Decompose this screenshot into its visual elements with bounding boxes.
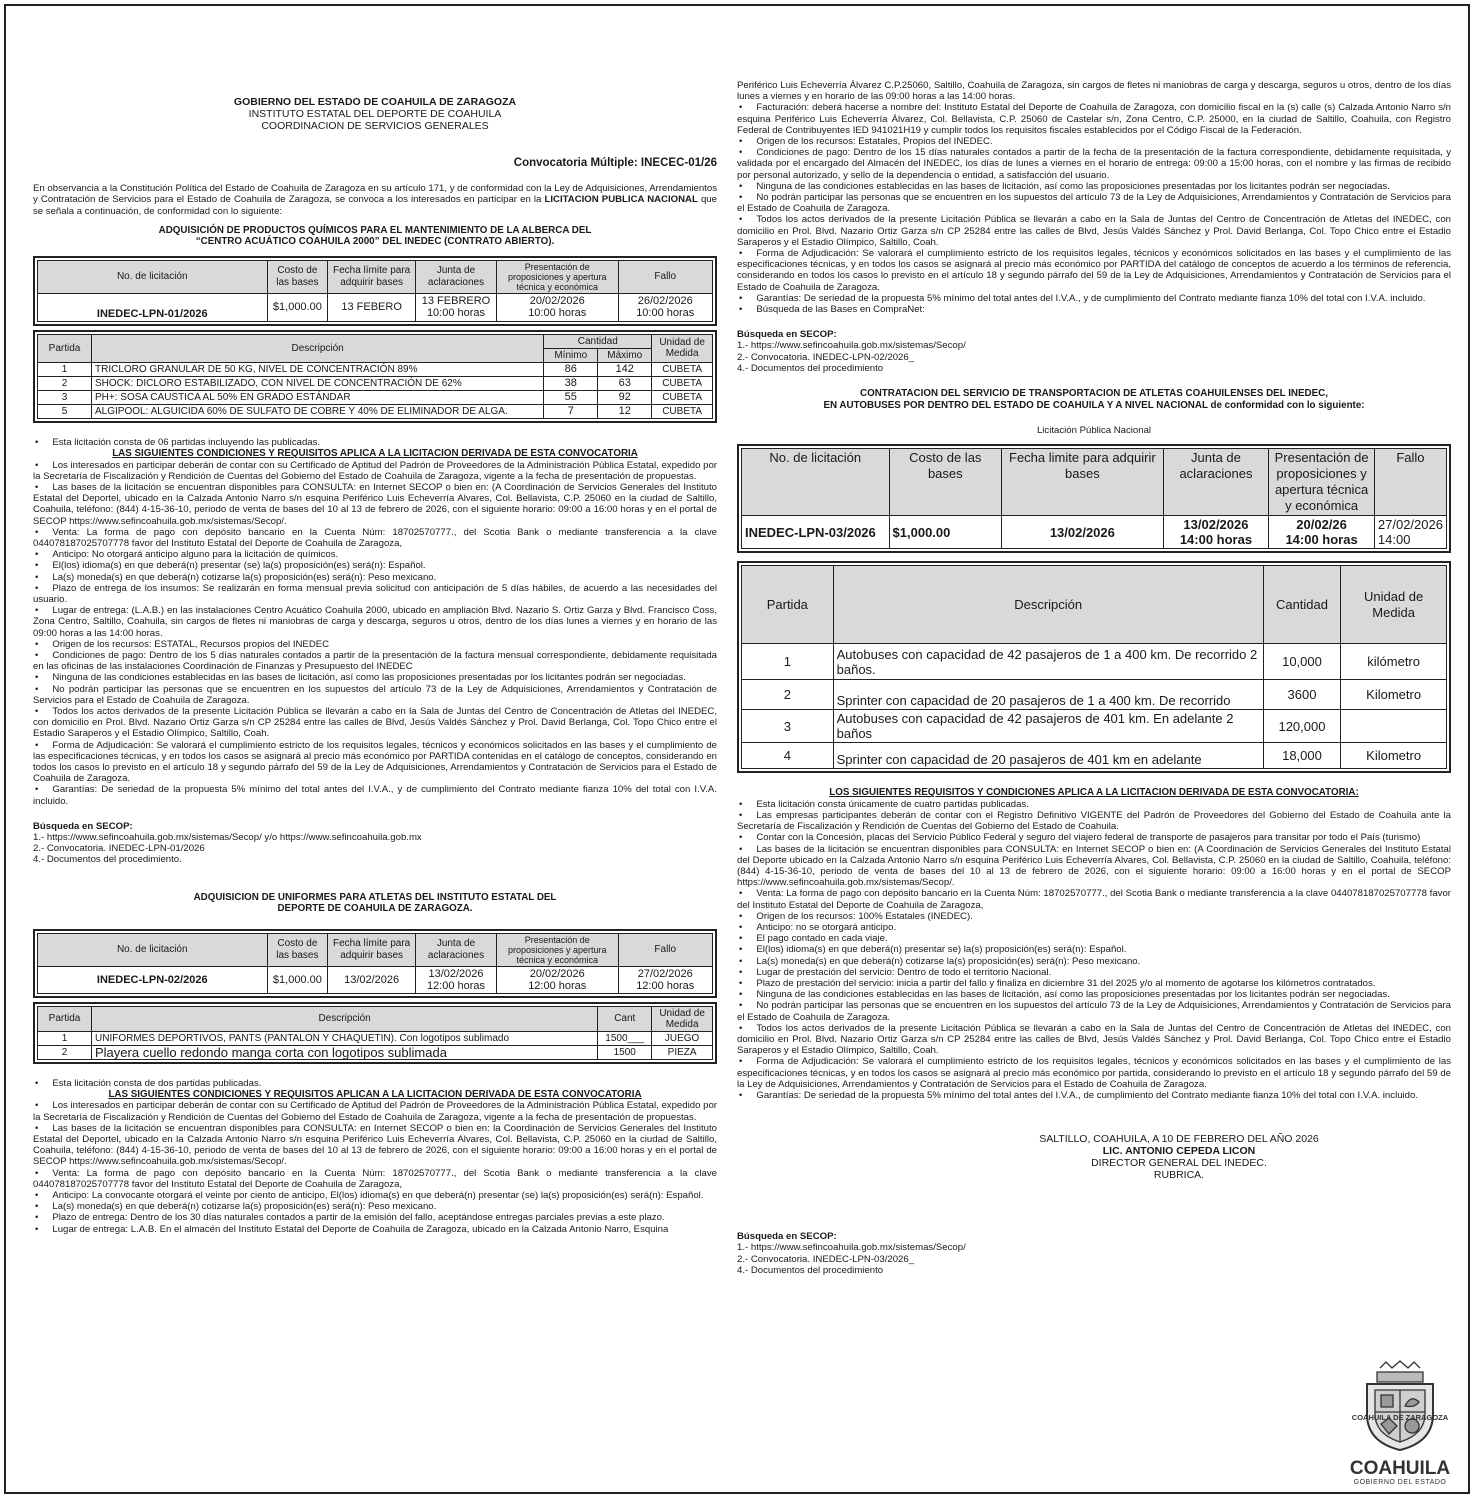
lic2-note-list — [33, 1078, 717, 1089]
intro-bold: LICITACION PUBLICA NACIONAL — [544, 194, 698, 206]
partida-unit: kilómetro — [1341, 644, 1447, 680]
partida-num: 3 — [742, 710, 834, 743]
th-fallo: Fallo — [1374, 449, 1446, 516]
intro-tail: que se señala a continuación, de conformidad con lo siguiente: — [33, 194, 717, 217]
list-item: • Los interesados en participar deberán de contar con su Certificado de Aptitud del Padrón de Proveedores de la Administración Pública Estatal, expedido por la Secretaría de Fiscalización y Rendición de Cuentas del Gobierno del Estado de Coahuila de Zaragoza, vigente a la fecha de presentación de propuestas. — [33, 460, 717, 482]
th-fecha: Fecha límite para adquirir bases — [328, 933, 416, 966]
lic3-junta-time: 14:00 horas — [1179, 532, 1253, 548]
coat-of-arms-icon — [1345, 1360, 1455, 1452]
lic3-costo: $1,000.00 — [889, 516, 1002, 549]
list-item: • Venta: La forma de pago con depósito bancario en la Cuenta Núm: 18702570777., del Scotia Bank o mediante transferencia a la clave 044078187025707778 favor del Instituto Estatal del Deporte de Coahuila de Zaragoza, — [33, 1168, 717, 1190]
partida-min: 38 — [544, 376, 598, 390]
list-item: • Ninguna de las condiciones establecidas en las bases de licitación, así como las proposiciones presentadas por los licitantes podrán ser negociadas. — [737, 181, 1451, 192]
lic2-junta-date: 13/02/2026 — [428, 967, 484, 980]
partida-min: 86 — [544, 362, 598, 376]
list-item: • Búsqueda de las Bases en CompraNet: — [737, 304, 1451, 315]
signature-name: LIC. ANTONIO CEPEDA LICON — [1102, 1145, 1256, 1158]
lic3-fallo-time: 14:00 — [1377, 532, 1411, 548]
partida-unit: Kilometro — [1341, 743, 1447, 769]
lic3-conditions-title: LOS SIGUIENTES REQUISITOS Y CONDICIONES APLICA A LA LICITACION DERIVADA DE ESTA CONVOCATORIA: — [829, 787, 1359, 799]
lic2-junta — [416, 966, 497, 993]
lic3-subtitle: Licitación Pública Nacional — [1036, 425, 1152, 437]
partida-desc: TRICLORO GRANULAR DE 50 KG, NIVEL DE CONCENTRACIÓN 89% — [92, 362, 544, 376]
partida-cant: 1500___ — [598, 1031, 652, 1045]
partida-unit: CUBETA — [652, 390, 713, 404]
table-row — [742, 710, 1447, 743]
list-item: • Plazo de entrega: Dentro de los 30 días naturales contados a partir de la emisión del fallo, aceptándose entregas parciales previas a este plazo. — [33, 1212, 717, 1223]
table-row — [38, 376, 713, 390]
list-item: • El(los) idioma(s) en que deberá(n) presentar se) la(s) proposición(es) será(n): Español. — [737, 944, 1451, 955]
partida-desc: PH+: SOSA CAUSTICA AL 50% EN GRADO ESTÁNDAR — [92, 390, 544, 404]
table-row — [38, 1031, 713, 1045]
lic2-summary-box — [33, 929, 717, 998]
lic1-busqueda-conv: 2.- Convocatoria. INEDEC-LPN-01/2026 — [33, 843, 205, 855]
list-item: • El(los) idioma(s) en que deberá(n) presentar (se) la(s) proposición(es) será(n): Español. — [33, 560, 717, 571]
lic2-title-2: DEPORTE DE COAHUILA DE ZARAGOZA. — [277, 903, 473, 915]
lic1-junta-time: 10:00 horas — [426, 307, 486, 320]
lic2-fallo-time: 12:00 horas — [636, 979, 695, 992]
partida-max: 63 — [598, 376, 652, 390]
lic3-title-1: CONTRATACION DEL SERVICIO DE TRANSPORTACION DE ATLETAS COAHUILENSES DEL INEDEC, — [860, 388, 1328, 400]
lic3-title-2: EN AUTOBUSES POR DENTRO DEL ESTADO DE COAHUILA Y A NIVEL NACIONAL de conformidad con lo siguiente: — [823, 399, 1365, 411]
lic1-note-list — [33, 437, 717, 448]
left-column — [33, 96, 717, 1235]
partida-num: 1 — [38, 1031, 92, 1045]
lic1-title-1: ADQUISICIÓN DE PRODUCTOS QUÍMICOS PARA EL MANTENIMIENTO DE LA ALBERCA DEL — [158, 224, 592, 236]
list-item: • Venta: La forma de pago con depósito bancario en la Cuenta Núm: 18702570777., del Scotia Bank o mediante transferencia a la clave 044078187025707778 favor del Instituto Estatal del Deporte de Coahuila de Zaragoza, — [737, 888, 1451, 910]
th-partida: Partida — [38, 1006, 92, 1031]
signature-role: DIRECTOR GENERAL DEL INEDEC. — [1091, 1157, 1267, 1170]
list-item: • No podrán participar las personas que se encuentren en los supuestos del artículo 73 de la Ley de Adquisiciones, Arrendamientos y Contratación de Servicios para el Estado de Coahuila de Zaragoza. — [33, 684, 717, 706]
lic1-number: INEDEC-LPN-01/2026 — [38, 293, 268, 321]
lic1-conditions — [33, 460, 717, 807]
lic2-fallo — [618, 966, 713, 993]
partida-unit: Kilometro — [1341, 680, 1447, 710]
convocatoria-number: Convocatoria Múltiple: INECEC-01/26 — [513, 157, 717, 169]
table-row — [38, 1045, 713, 1059]
partida-cant: 1500 — [598, 1045, 652, 1059]
th-fallo: Fallo — [618, 933, 713, 966]
list-item: • Ninguna de las condiciones establecidas en las bases de licitación, así como las proposiciones presentadas por los licitantes podrán ser negociadas. — [33, 672, 717, 683]
lic3-present — [1269, 516, 1375, 549]
lic2-present-time: 12:00 horas — [528, 979, 587, 992]
list-item: • Plazo de prestación del servicio: inicia a partir del fallo y finaliza en diciembre 31 del 2025 y/o al momento de agotarse los kilómetros contratados. — [737, 978, 1451, 989]
partida-unit: PIEZA — [652, 1045, 713, 1059]
lic3-fallo-date: 27/02/2026 — [1377, 517, 1443, 533]
list-item: • Anticipo: No otorgará anticipo alguno para la licitación de químicos. — [33, 549, 717, 560]
list-item: • Garantías: De seriedad de la propuesta 5% mínimo del total antes del I.V.A., y de cumplimiento del Contrato mediante fianza 10% del total con I.V.A. incluido. — [33, 784, 717, 806]
list-item: • Garantías: De seriedad de la propuesta 5% mínimo del total antes del I.V.A., de cumplimiento del Contrato mediante fianza 10% del total con I.V.A. incluido. — [737, 1090, 1451, 1101]
lic2-note: • Esta licitación consta de dos partidas publicadas. — [33, 1078, 717, 1089]
partida-unit — [1341, 710, 1447, 743]
th-present: Presentación de proposiciones y apertura técnica y económica — [497, 260, 619, 293]
list-item: • Plazo de entrega de los insumos: Se realizarán en forma mensual previa solicitud con anticipación de 5 días hábiles, de acuerdo a las necesidades del usuario. — [33, 583, 717, 605]
th-unidad: Unidad de Medida — [652, 334, 713, 362]
lic3-fecha: 13/02/2026 — [1002, 516, 1164, 549]
lic1-present-time: 10:00 horas — [528, 307, 587, 320]
partida-num: 1 — [742, 644, 834, 680]
partida-num: 1 — [38, 362, 92, 376]
lic1-costo: $1,000.00 — [267, 293, 328, 321]
list-item: • Esta licitación consta únicamente de cuatro partidas publicadas. — [737, 799, 1451, 810]
table-row — [38, 362, 713, 376]
logo-ring-text: COAHUILA DE ZARAGOZA — [1351, 1413, 1449, 1422]
list-item: • Garantías: De seriedad de la propuesta 5% mínimo del total antes del I.V.A., y de cumplimiento del Contrato mediante fianza 10% del total con I.V.A. incluido. — [737, 293, 1451, 304]
lic3-summary-box — [737, 444, 1451, 553]
lic2-busqueda-conv: 2.- Convocatoria. INEDEC-LPN-02/2026_ — [737, 351, 915, 363]
logo-subtitle: GOBIERNO DEL ESTADO — [1353, 1479, 1447, 1486]
th-minimo: Mínimo — [544, 348, 598, 362]
th-descripcion: Descripción — [833, 566, 1263, 644]
partida-unit: JUEGO — [652, 1031, 713, 1045]
th-fecha: Fecha límite para adquirir bases — [328, 260, 416, 293]
list-item: • Los interesados en participar deberán de contar con su Certificado de Aptitud del Padrón de Proveedores de la Administración Pública Estatal, expedido por la Secretaría de Fiscalización y Rendición de Cuentas del Gobierno del Estado de Coahuila de Zaragoza, vigente a la fecha de presentación de propuestas. — [33, 1100, 717, 1122]
lic2-partidas-box — [33, 1002, 717, 1064]
lic2-busqueda-docs: 4.- Documentos del procedimiento — [737, 362, 884, 374]
list-item: • La(s) moneda(s) en que deberá(n) cotizarse la(s) proposición(es) será(n): Peso mexicano. — [737, 956, 1451, 967]
list-item: • Lugar de entrega: (L.A.B.) en las instalaciones Centro Acuático Coahuila 2000, ubicado en ampliación Blvd. Nazario S. Ortiz Garza y Blvd. Francisco Coss, Zona Centro, Saltillo, Coahuila, sin cargos de fletes ni maniobras de carga y descarga, seguros u otros, dentro de los días lunes a viernes y en horario de las 09:00 horas a las 14:00 horas. — [33, 605, 717, 639]
institute-title: INSTITUTO ESTATAL DEL DEPORTE DE COAHUILA — [248, 108, 502, 120]
lic2-partidas-table — [37, 1006, 713, 1060]
list-item: • Origen de los recursos: Estatales, Propios del INEDEC. — [737, 136, 1451, 147]
lic1-present — [497, 293, 619, 321]
table-row — [38, 404, 713, 418]
lic2-number: INEDEC-LPN-02/2026 — [38, 966, 268, 993]
list-item: • Todos los actos derivados de la presente Licitación Pública se llevarán a cabo en la Sala de Juntas del Centro de Concentración de Atletas del INEDEC, con domicilio en Prol. Blvd. Nazario Ortiz Garza s/n CP 25284 entre las calles de Blvd, Jesús Valdés Sánchez y Prol. David Berlanga, Col. Topo Chico entre el Estadio Saraperos y el Estadio Olímpico, Saltillo, Coah. — [737, 214, 1451, 248]
list-item: • Condiciones de pago: Dentro de los 5 días naturales contados a partir de la presentación de la factura mensual correspondiente, debidamente requisitada en las oficinas de las instalaciones Coordinación de Finanzas y Presupuesto del INEDEC — [33, 650, 717, 672]
list-item: • Forma de Adjudicación: Se valorará el cumplimiento estricto de los requisitos legales, técnicos y económicos solicitados en las bases y el cumplimiento de las especificaciones técnicas, y en todos los casos se asignará al precio más económico por PARTIDA del catálogo de conceptos de acuerdo a los términos de referencia, considerando en todos los casos lo previsto en el artículo 18 y segundo párrafo del 59 de la Ley de Adquisiciones, Arrendamientos y Contratación de Servicios para el Estado de Coahuila de Zaragoza. — [737, 248, 1451, 293]
lic1-fallo-time: 10:00 horas — [636, 307, 695, 320]
th-junta: Junta de aclaraciones — [1163, 449, 1269, 516]
list-item: • Venta: La forma de pago con depósito bancario en la Cuenta Núm: 18702570777., del Scotia Bank o mediante transferencia a la clave 044078187025707778 favor del Instituto Estatal del Deporte de Coahuila de Zaragoza, — [33, 527, 717, 549]
th-partida: Partida — [38, 334, 92, 362]
lic3-present-date: 20/02/26 — [1296, 517, 1347, 533]
table-row — [742, 743, 1447, 769]
th-unidad: Unidad de Medida — [652, 1006, 713, 1031]
list-item: • No podrán participar las personas que se encuentren en los supuestos del artículo 73 de la Ley de Adquisiciones, Arrendamientos y Contratación de Servicios para el Estado de Coahuila de Zaragoza. — [737, 192, 1451, 214]
partida-unit: CUBETA — [652, 376, 713, 390]
partida-desc: Playera cuello redondo manga corta con logotipos sublimada — [92, 1045, 598, 1059]
th-partida: Partida — [742, 566, 834, 644]
partida-cant: 18,000 — [1263, 743, 1341, 769]
lic1-conditions-title: LAS SIGUIENTES CONDICIONES Y REQUISITOS APLICA A LA LICITACION DERIVADA DE ESTA CONVOCATORIA — [112, 448, 638, 460]
list-item: • Forma de Adjudicación: Se valorará el cumplimiento estricto de los requisitos legales, técnicos y económicos solicitados en las bases y el cumplimiento de las especificaciones técnicas, y en todos los casos se asignará al precio más económico por PARTIDA contenidas en el catálogo de conceptos, considerando en todos los casos lo previsto en el artículo 18 y segundo párrafo del 59 de la Ley de Adquisiciones, Arrendamientos y Contratación de Servicios para el Estado de Coahuila de Zaragoza. — [33, 740, 717, 785]
lic3-busqueda-link[interactable]: 1.- https://www.sefincoahuila.gob.mx/sistemas/Secop/ — [737, 1242, 966, 1254]
list-item: • Facturación: deberá hacerse a nombre del: Instituto Estatal del Deporte de Coahuila de Zaragoza, con domicilio fiscal en la (s) calle (s) Calzada Antonio Narro s/n esquina Periférico Luis Echeverría Álvarez, Col. Bellavista, C.P. 25060 de Castelar s/n, Zona Centro, C.P. 25000, en la ciudad de Saltillo, Coahuila, con Registro Federal de Contribuyentes IED 941021H19 y cumplir todos los requisitos fiscales establecidos por el Código Fiscal de la Federación. — [737, 102, 1451, 136]
th-no: No. de licitación — [38, 260, 268, 293]
partida-num: 5 — [38, 404, 92, 418]
lic2-conditions-continued — [737, 102, 1451, 315]
lic1-busqueda-title: Búsqueda en SECOP: — [33, 820, 133, 832]
lic1-present-date: 20/02/2026 — [529, 295, 585, 308]
lic1-busqueda-link[interactable]: 1.- https://www.sefincoahuila.gob.mx/sistemas/Secop/ y/o https://www.sefincoahuila.gob.mx — [33, 832, 422, 844]
lic3-busqueda-conv: 2.- Convocatoria. INEDEC-LPN-03/2026_ — [737, 1253, 915, 1265]
lic2-conditions — [33, 1100, 717, 1234]
th-fallo: Fallo — [618, 260, 713, 293]
list-item: • Las bases de la licitación se encuentran disponibles para CONSULTA: en Internet SECOP o bien en: (A Coordinación de Servicios Generales del Instituto Estatal del Deportel, ubicado en la Calzada Antonio Narro s/n esquina Periférico Luis Echeverría Alvares, Col. Bellavista, C.P. 25060 en la ciudad de Saltillo, Coahuila, teléfono: (844) 4-15-36-10, periodo de venta de bases del 10 al 13 de febrero de 2026, con el siguiente horario: 09:00 a 16:00 horas y en el portal de SECOP https://www.sefincoahuila.gob.mx/sistemas/Secop/. — [33, 482, 717, 527]
th-present: Presentación de proposiciones y apertura técnica y económica — [1269, 449, 1375, 516]
th-no: No. de licitación — [742, 449, 890, 516]
partida-num: 4 — [742, 743, 834, 769]
table-row — [38, 390, 713, 404]
list-item: • Anticipo: La convocante otorgará el veinte por ciento de anticipo, El(los) idioma(s) en que deberá(n) presentar (se) la(s) proposición(es) será(n): Español. — [33, 1190, 717, 1201]
list-item: • Origen de los recursos: 100% Estatales (INEDEC). — [737, 911, 1451, 922]
list-item: • Las empresas participantes deberán de contar con el Registro Definitivo VIGENTE del Padrón de Proveedores del Gobierno del Estado de Coahuila ante la Secretaría de Fiscalización y Rendición de Cuentas del Gobierno del Estado de Coahuila. — [737, 810, 1451, 832]
list-item: • El pago contado en cada viaje. — [737, 933, 1451, 944]
list-item: • Lugar de prestación del servicio: Dentro de todo el territorio Nacional. — [737, 967, 1451, 978]
lic1-fallo-date: 26/02/2026 — [637, 295, 693, 308]
lic3-fallo — [1374, 516, 1446, 549]
lic2-summary-table — [37, 933, 713, 994]
list-item: • Forma de Adjudicación: Se valorará el cumplimiento estricto de los requisitos legales, técnicos y económicos solicitados en las bases y el cumplimiento de las especificaciones técnicas, y en todos los casos se asignará al precio más económico por partida, considerando lo previsto en el artículo 18 y segundo párrafo del 59 de la Ley de Adquisiciones, Arrendamientos y Contratación de Servicios para el Estado de Coahuila de Zaragoza. — [737, 1056, 1451, 1090]
signature-place: SALTILLO, COAHUILA, A 10 DE FEBRERO DEL AÑO 2026 — [1039, 1133, 1319, 1146]
lic3-conditions — [737, 799, 1451, 1101]
table-row — [742, 644, 1447, 680]
lic3-junta — [1163, 516, 1269, 549]
partida-num: 2 — [38, 376, 92, 390]
lic1-title-2: “CENTRO ACUÁTICO COAHUILA 2000” DEL INEDEC (CONTRATO ABIERTO). — [195, 236, 555, 248]
partida-max: 12 — [598, 404, 652, 418]
th-present: Presentación de proposiciones y apertura técnica y económica — [497, 933, 619, 966]
th-fecha: Fecha limite para adquirir bases — [1002, 449, 1164, 516]
lic3-number: INEDEC-LPN-03/2026 — [742, 516, 890, 549]
partida-max: 92 — [598, 390, 652, 404]
partida-num: 3 — [38, 390, 92, 404]
lic3-partidas-table — [741, 565, 1447, 769]
lic3-summary-table — [741, 448, 1447, 549]
lic3-partidas-box — [737, 561, 1451, 773]
list-item: • Anticipo: no se otorgará anticipo. — [737, 922, 1451, 933]
th-maximo: Máximo — [598, 348, 652, 362]
lic2-conditions-title: LAS SIGUIENTES CONDICIONES Y REQUISITOS APLICAN A LA LICITACION DERIVADA DE ESTA CONVOCATORIA — [108, 1088, 642, 1100]
th-junta: Junta de aclaraciones — [416, 260, 497, 293]
partida-num: 2 — [38, 1045, 92, 1059]
partida-desc: Sprinter con capacidad de 20 pasajeros de 1 a 400 km. De recorrido — [833, 680, 1263, 710]
intro-text: En observancia a la Constitución Política del Estado de Coahuila de Zaragoza en su artículo 171, y de conformidad con la Ley de Adquisiciones, Arrendamientos y Contratación de Servicios para el Estado de Coahuila de Zaragoza, se convoca a los interesados en participar en la — [33, 183, 717, 206]
lic1-note: • Esta licitación consta de 06 partidas incluyendo las publicadas. — [33, 437, 717, 448]
gov-title: GOBIERNO DEL ESTADO DE COAHUILA DE ZARAGOZA — [233, 96, 517, 108]
partida-cant: 120,000 — [1263, 710, 1341, 743]
lic2-title-1: ADQUISICION DE UNIFORMES PARA ATLETAS DEL INSTITUTO ESTATAL DEL — [193, 891, 557, 903]
th-costo: Costo de las bases — [267, 260, 328, 293]
list-item: • Todos los actos derivados de la presente Licitación Pública se llevarán a cabo en la Sala de Juntas del Centro de Concentración de Atletas del INEDEC, con domicilio en Prol. Blvd. Nazario Ortiz Garza s/n CP 25284 entre las calles de Blvd, Jesús Valdés Sánchez y Prol. David Berlanga, Col. Topo Chico entre el Estadio Saraperos y el Estadio Olímpico, Saltillo, Coah. — [33, 706, 717, 740]
lic2-busqueda-title: Búsqueda en SECOP: — [737, 329, 837, 341]
lic1-busqueda-docs: 4.- Documentos del procedimiento. — [33, 854, 182, 866]
lic2-busqueda-link[interactable]: 1.- https://www.sefincoahuila.gob.mx/sistemas/Secop/ — [737, 340, 966, 352]
th-unidad: Unidad de Medida — [1341, 566, 1447, 644]
list-item: • Todos los actos derivados de la presente Licitación Pública se llevarán a cabo en la Sala de Juntas del Centro de Concentración de Atletas del INEDEC, con domicilio en Prol. Blvd. Nazario Ortiz Garza s/n CP 25284 entre las calles de Blvd, Jesús Valdés Sánchez y Prol. David Berlanga, Col. Topo Chico entre el Estadio Saraperos y el Estadio Olímpico, Saltillo, Coah. — [737, 1023, 1451, 1057]
lic1-summary-box — [33, 256, 717, 326]
th-descripcion: Descripción — [92, 334, 544, 362]
th-no: No. de licitación — [38, 933, 268, 966]
partida-desc: ALGIPOOL: ALGUICIDA 60% DE SULFATO DE COBRE Y 40% DE ELIMINADOR DE ALGA. — [92, 404, 544, 418]
partida-min: 7 — [544, 404, 598, 418]
list-item: • La(s) moneda(s) en que deberá(n) cotizarse la(s) proposición(es) será(n): Peso mexicano. — [33, 572, 717, 583]
partida-num: 2 — [742, 680, 834, 710]
th-costo: Costo de las bases — [889, 449, 1002, 516]
signature-block — [737, 1133, 1451, 1181]
th-costo: Costo de las bases — [267, 933, 328, 966]
lic2-junta-time: 12:00 horas — [426, 979, 486, 992]
th-cantidad: Cantidad — [544, 334, 652, 348]
partida-min: 55 — [544, 390, 598, 404]
lic1-summary-table — [37, 260, 713, 322]
partida-unit: CUBETA — [652, 362, 713, 376]
partida-desc: Autobuses con capacidad de 42 pasajeros de 1 a 400 km. De recorrido 2 baños. — [833, 644, 1263, 680]
lic2-fallo-date: 27/02/2026 — [637, 967, 693, 980]
list-item: • No podrán participar las personas que se encuentren en los supuestos del artículo 73 de la Ley de Adquisiciones, Arrendamientos y Contratación de Servicios para el Estado de Coahuila de Zaragoza. — [737, 1000, 1451, 1022]
partida-desc: Sprinter con capacidad de 20 pasajeros de 401 km en adelante — [833, 743, 1263, 769]
coordination-title: COORDINACION DE SERVICIOS GENERALES — [261, 120, 489, 132]
lic1-fallo — [618, 293, 713, 321]
partida-desc: UNIFORMES DEPORTIVOS, PANTS (PANTALON Y CHAQUETIN). Con logotipos sublimado — [92, 1031, 598, 1045]
list-item: • Lugar de entrega: L.A.B. En el almacén del Instituto Estatal del Deporte de Coahuila de Zaragoza, ubicado en la Calzada Antonio Narro, Esquina — [33, 1224, 717, 1235]
lic3-junta-date: 13/02/2026 — [1183, 517, 1249, 533]
list-item: • Las bases de la licitación se encuentran disponibles para CONSULTA: en Internet SECOP o bien en: la Coordinación de Servicios Generales del Instituto Estatal del Deportel, ubicado en la Calzada Antonio Narro s/n esquina Periférico Luis Echeverría Alvares, Col. Bellavista, C.P. 25060 en la ciudad de Saltillo, Coahuila, teléfono: (844) 4-15-36-10, periodo de venta de bases del 10 al 13 de febrero de 2026, con el siguiente horario: 09:00 a 16:00 horas y en el portal de SECOP https://www.sefincoahuila.gob.mx/sistemas/Secop/. — [33, 1123, 717, 1168]
lic2-present-date: 20/02/2026 — [529, 967, 585, 980]
signature-rubrica: RUBRICA. — [1153, 1169, 1205, 1182]
lic1-fecha: 13 FEBERO — [328, 293, 416, 321]
partida-cant: 3600 — [1263, 680, 1341, 710]
right-column — [737, 80, 1451, 1276]
lic1-junta-date: 13 FEBRERO — [421, 295, 491, 308]
partida-unit: CUBETA — [652, 404, 713, 418]
list-item: • Origen de los recursos: ESTATAL, Recursos propios del INEDEC — [33, 639, 717, 650]
table-row — [742, 680, 1447, 710]
list-item: • La(s) moneda(s) en que deberá(n) cotizarse la(s) proposición(es) será(n): Peso mexicano. — [33, 1201, 717, 1212]
partida-max: 142 — [598, 362, 652, 376]
partida-desc: SHOCK: DICLORO ESTABILIZADO, CON NIVEL DE CONCENTRACIÓN DE 62% — [92, 376, 544, 390]
th-descripcion: Descripción — [92, 1006, 598, 1031]
lic2-fecha: 13/02/2026 — [328, 966, 416, 993]
th-cantidad: Cantidad — [1263, 566, 1341, 644]
lic3-present-time: 14:00 horas — [1285, 532, 1358, 548]
coahuila-logo — [1345, 1360, 1455, 1485]
partida-cant: 10,000 — [1263, 644, 1341, 680]
logo-name: COAHUILA — [1349, 1458, 1451, 1479]
lic3-busqueda-docs: 4.- Documentos del procedimiento — [737, 1264, 884, 1276]
lic1-partidas-table — [37, 334, 713, 419]
list-item: • Contar con la Concesión, placas del Servicio Público Federal y seguro del viajero federal de transporte de pasajeros para transitar por todo el País (turismo) — [737, 832, 1451, 843]
lic2-present — [497, 966, 619, 993]
list-item: • Las bases de la licitación se encuentran disponibles para CONSULTA: en Internet SECOP o bien en: (A Coordinación de Servicios Generales del Instituto Estatal del Deporte ubicado en la Calzada Antonio Narro s/n esquina Periférico Luis Echeverría Alvares, Col. Bellavista, C.P. 25060 en la ciudad de Saltillo, Coahuila, teléfono: (844) 4-15-36-10, periodo de venta de bases del 10 al 13 de febrero de 2026, con el siguiente horario: 09:00 a 16:00 horas y en el portal de SECOP https://www.sefincoahuila.gob.mx/sistemas/Secop/. — [737, 844, 1451, 889]
lic2-costo: $1,000.00 — [267, 966, 328, 993]
partida-desc: Autobuses con capacidad de 42 pasajeros de 401 km. En adelante 2 baños — [833, 710, 1263, 743]
lic3-busqueda-title: Búsqueda en SECOP: — [737, 1231, 837, 1243]
th-junta: Junta de aclaraciones — [416, 933, 497, 966]
continued-paragraph: Periférico Luis Echeverría Álvarez C.P.25060, Saltillo, Coahuila de Zaragoza, sin cargos de fletes ni maniobras de carga y descarga, seguros u otros, dentro de los días lunes a viernes y en horario de las 09:00 horas a las 14:00 horas. — [737, 80, 1451, 103]
list-item: • Condiciones de pago: Dentro de los 15 días naturales contados a partir de la fecha de la presentación de la factura correspondiente, debidamente requisitada, y validada por el encargado del Almacén del INEDEC, los días de lunes a viernes en el horario de entrega: 09:00 a 15:00 horas, con el nombre y las firmas de recibido por personal autorizado, y sello de la dependencia o entidad, a satisfacción del usuario. — [737, 147, 1451, 181]
list-item: • Ninguna de las condiciones establecidas en las bases de licitación, así como las proposiciones presentadas por los licitantes podrán ser negociadas. — [737, 989, 1451, 1000]
intro-paragraph — [33, 183, 717, 217]
lic1-partidas-box — [33, 330, 717, 423]
lic1-junta — [416, 293, 497, 321]
th-cant: Cant — [598, 1006, 652, 1031]
